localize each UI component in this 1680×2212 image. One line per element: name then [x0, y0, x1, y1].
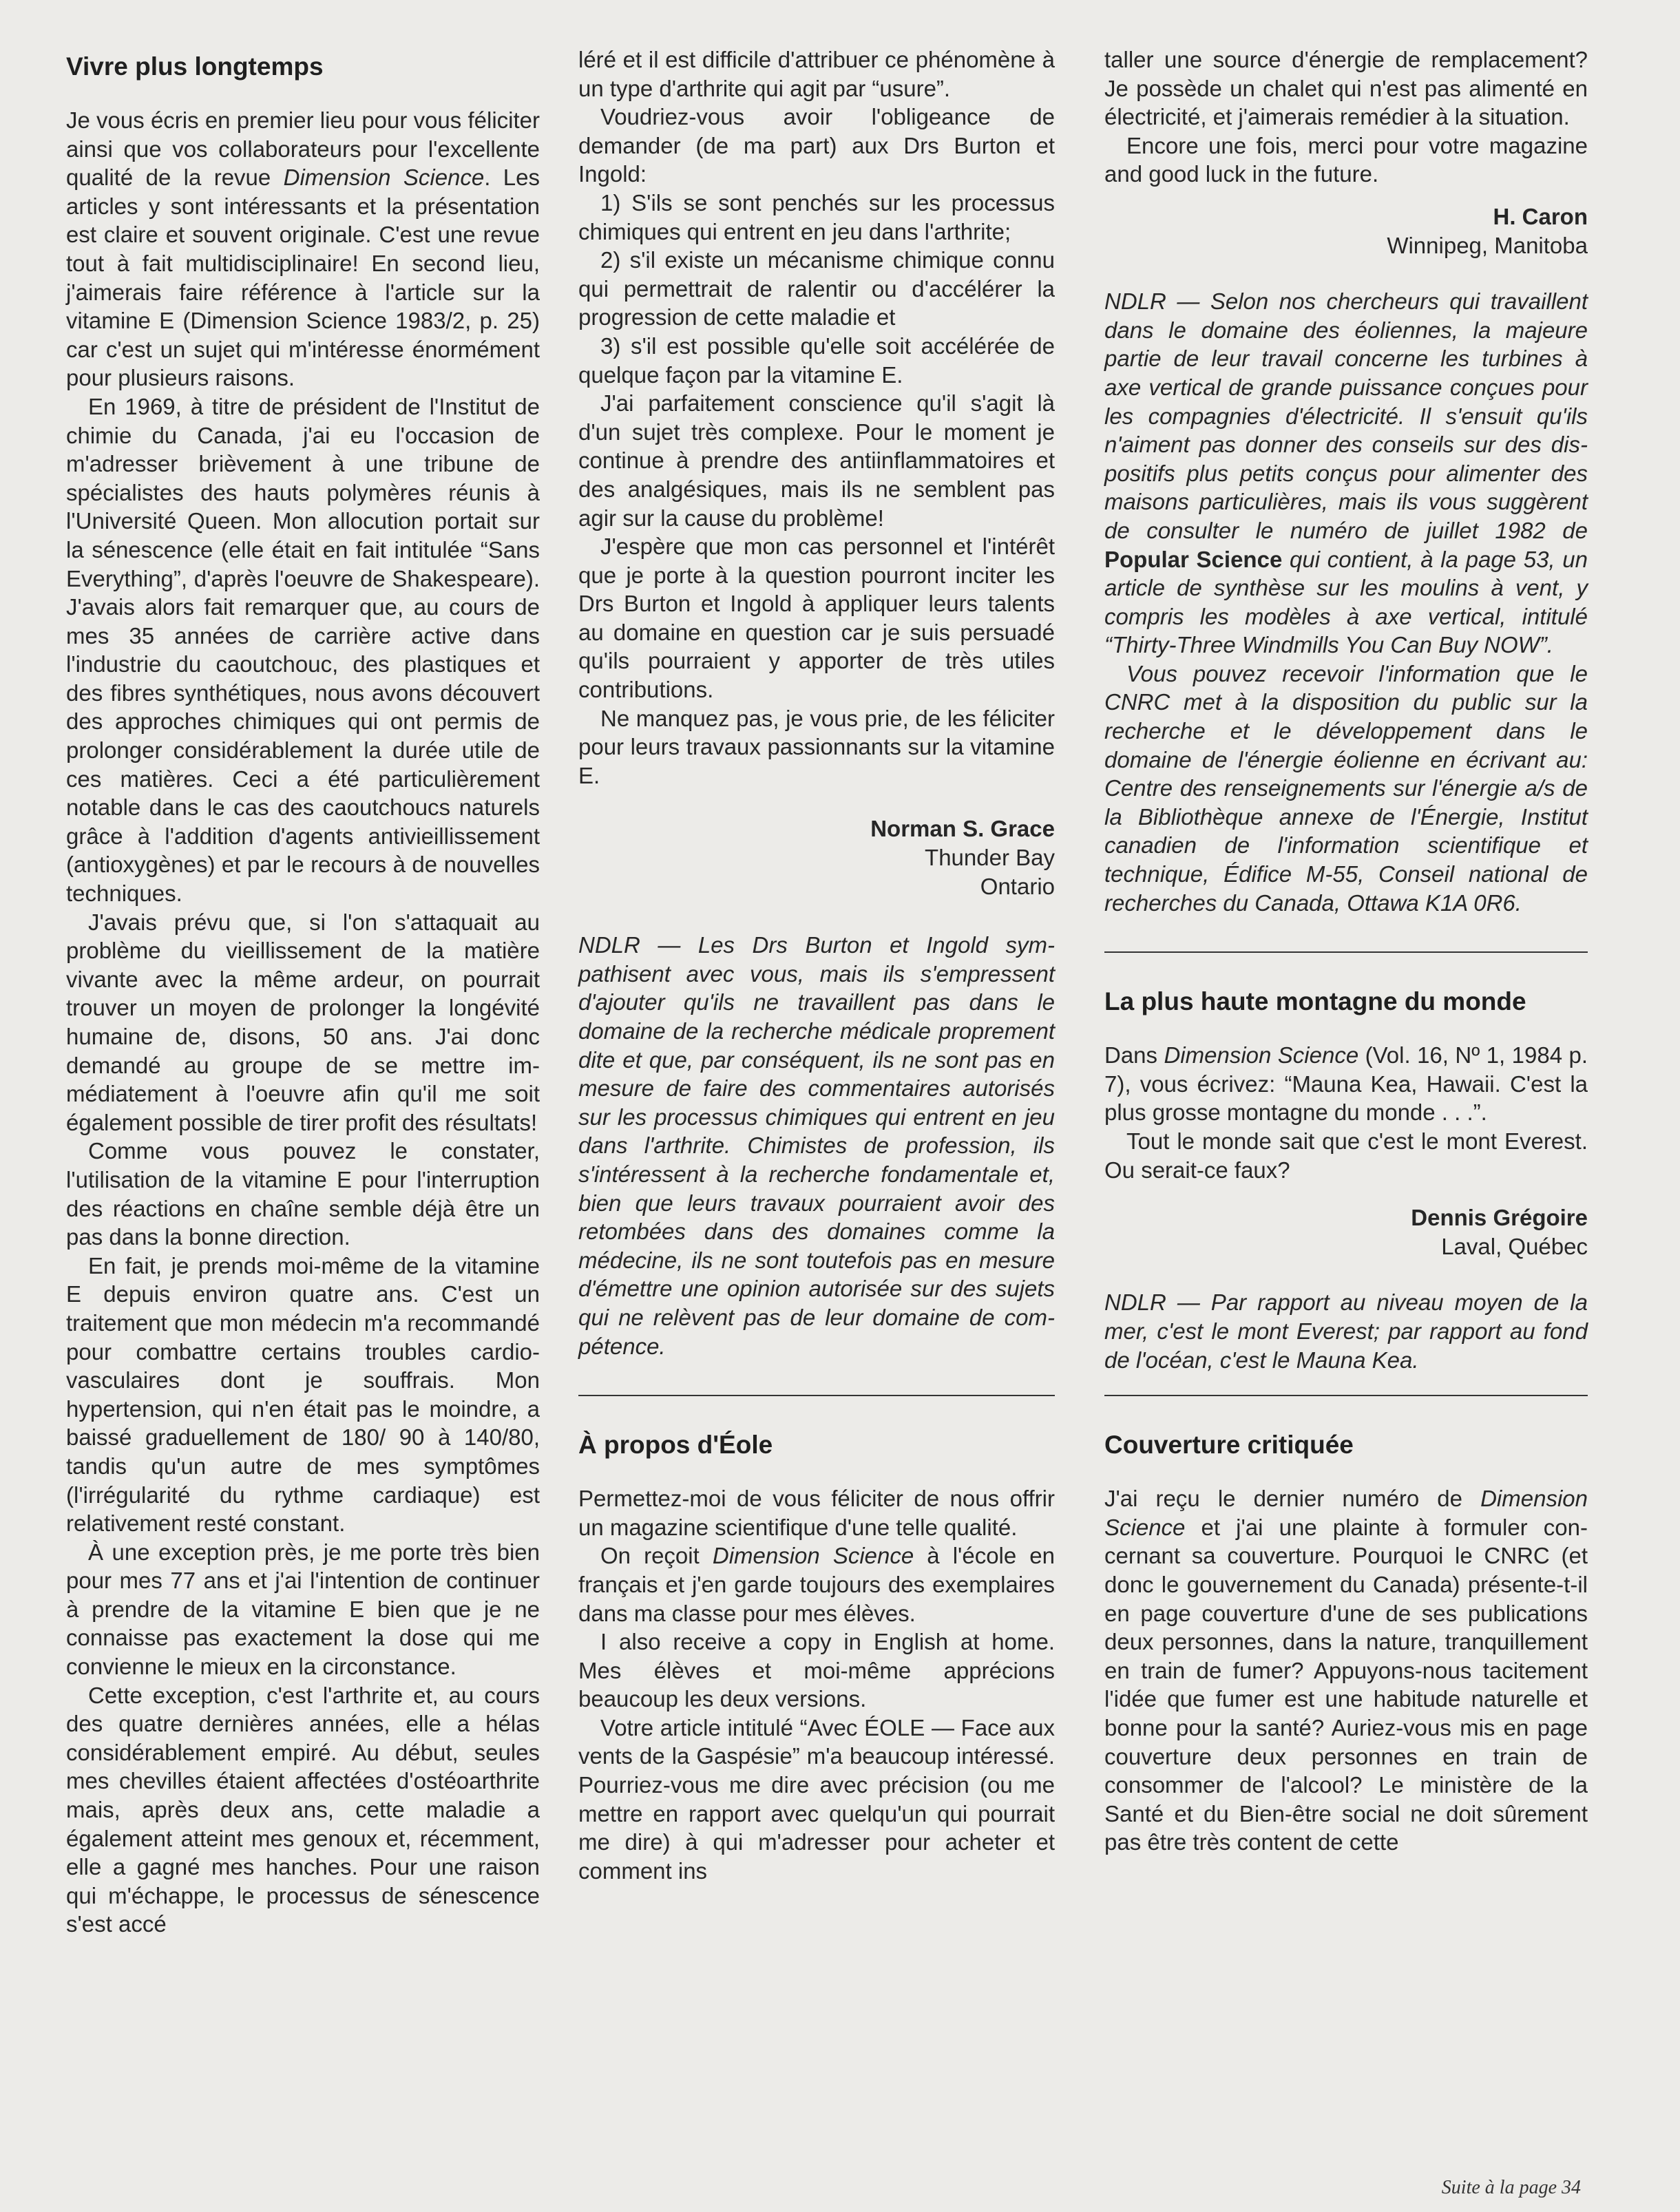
- letter-paragraph: J'ai parfaitement conscience qu'il s'agit là d'un sujet très complexe. Pour le moment je continue à prendre des antiinflammatoires et des analgésiques, mais ils ne semblent pas agir sur la cause du problème!: [578, 390, 1055, 531]
- editor-note: Vous pouvez recevoir l'information que le CNRC met à la disposition du public sur la recherche et le développement dans le domaine de l'énergie éolienne en écrivant au: Centre des renseignements sur l'énergie a/s de la Bibliothèque annexe de l'Énergie, Institut canadien de l'information scientifique et technique, Édifice M-55, Conseil national de recherches du Canada, Ottawa K1A 0R6.: [1104, 660, 1588, 916]
- signature-name: H. Caron: [1493, 203, 1588, 229]
- editor-note: NDLR — Par rapport au niveau moyen de la mer, c'est le mont Everest; par rapport au fond de l'océan, c'est le Mauna Kea.: [1104, 1289, 1588, 1373]
- letter-paragraph: Dans Dimension Science (Vol. 16, Nº 1, 1984 p. 7), vous écrivez: “Mauna Kea, Hawaii. C'est la plus grosse montagne du monde . . .”.: [1104, 1042, 1588, 1126]
- letter-paragraph: Cette exception, c'est l'arthrite et, au cours des quatre dernières années, elle a hélas considérablement empiré. Au début, seules mes chevilles étaient affectées d'ostéoarthrite mais, après deux ans, cette maladie a également atteint mes genoux et, récemment, elle a gagné mes hanches. Pour une raison qui m'échappe, le processus de sénescence s'est accé: [66, 1682, 540, 1937]
- letter-paragraph: léré et il est difficile d'attribuer ce phénomène à un type d'arthrite qui agit par “usure”.: [578, 47, 1055, 101]
- letter-paragraph: Permettez-moi de vous féliciter de nous offrir un magazine scientifique d'une telle qualité.: [578, 1486, 1055, 1540]
- letter-paragraph: 2) s'il existe un mécanisme chimique connu qui permettrait de ralentir ou d'accélérer la progression de cette maladie et: [578, 247, 1055, 330]
- letter-paragraph: I also receive a copy in English at home. Mes élèves et moi-même apprécions beaucoup les deux versions.: [578, 1629, 1055, 1712]
- letter-paragraph: En fait, je prends moi-même de la vitamine E depuis environ quatre ans. C'est un traitement que mon médecin m'a recommandé pour combattre certains troubles cardio-vasculaires dont je souffrais. Mon hypertension, qui n'en était pas le moindre, a baissé graduellement de 180/ 90 à 140/80, tandis qu'un autre de mes symptômes (l'irrégularité du rythme cardiaque) est relativement resté constant.: [66, 1252, 540, 1537]
- signature-city: Thunder Bay: [925, 845, 1055, 871]
- letter-paragraph: taller une source d'énergie de remplacement? Je possède un chalet qui n'est pas alimenté en électricité, et j'aimerais remédier à la situation.: [1104, 47, 1588, 130]
- letter-paragraph: 1) S'ils se sont penchés sur les processus chimiques qui entrent en jeu dans l'arthrite;: [578, 189, 1055, 244]
- letter-paragraph: À une exception près, je me porte très bien pour mes 77 ans et j'ai l'intention de continuer à prendre de la vitamine E bien que je ne connaisse pas exactement la dose qui me convienne le mieux en la circonstance.: [66, 1539, 540, 1680]
- article-title-eole: À propos d'Éole: [578, 1431, 773, 1460]
- column-2: [578, 45, 1055, 1885]
- letter-paragraph: J'avais prévu que, si l'on s'attaquait au problème du vieillissement de la matière vivante avec la même ardeur, on pourrait trouver un moyen de prolonger la longévité humaine de, disons, 50 ans. J'ai donc demandé au groupe de se mettre immédiatement à l'oeuvre afin qu'il me soit également possible de tirer profit des résultats!: [66, 909, 540, 1135]
- letter-paragraph: Je vous écris en premier lieu pour vous féliciter ainsi que vos collaborateurs pour l'excellente qualité de la revue Dimension Science. Les articles y sont intéressants et la présentation est claire et souvent originale. C'est une revue tout à fait multidisciplinaire! En second lieu, j'aimerais faire référence à l'article sur la vitamine E (Dimension Science 1983/2, p. 25) car c'est un sujet qui m'intéresse énormément pour plusieurs raisons.: [66, 107, 540, 391]
- article-title-couverture: Couverture critiquée: [1104, 1431, 1354, 1460]
- signature-block: [1104, 202, 1588, 260]
- column-1: [66, 45, 540, 1939]
- letter-paragraph: Comme vous pouvez le constater, l'utilisation de la vitamine E pour l'interruption des réactions en chaîne semble déjà être un pas dans la bonne direction.: [66, 1138, 540, 1250]
- letter-paragraph: Voudriez-vous avoir l'obligeance de demander (de ma part) aux Drs Burton et Ingold:: [578, 104, 1055, 187]
- letter-paragraph: J'ai reçu le dernier numéro de Dimension Science et j'ai une plainte à formuler concernant sa couverture. Pourquoi le CNRC (et donc le gouvernement du Canada) présente-t-il en page couverture d'une de ses publications deux personnes, dans la nature, tranquillement en train de fumer? Appuyons-nous tacitement l'idée que fumer est une habitude naturelle et bonne pour la santé? Auriez-vous mis en page couverture deux personnes en train de consommer de l'alcool? Le ministère de la Santé et du Bien-être social ne doit sûrement pas être très content de cette: [1104, 1486, 1588, 1855]
- signature-name: Dennis Grégoire: [1411, 1205, 1588, 1231]
- signature-block: [578, 814, 1055, 900]
- continued-on-page: Suite à la page 34: [1441, 2177, 1581, 2198]
- signature-block: [1104, 1203, 1588, 1261]
- letter-paragraph: J'espère que mon cas personnel et l'intérêt que je porte à la question pourront inciter les Drs Burton et Ingold à appliquer leurs talents au domaine en question car je suis persuadé qu'ils pourraient y apporter de très utiles contributions.: [578, 534, 1055, 703]
- letter-paragraph: Ne manquez pas, je vous prie, de les féliciter pour leurs travaux passionnants sur la vitamine E.: [578, 705, 1055, 788]
- article-title-montagne: La plus haute montagne du monde: [1104, 987, 1526, 1016]
- letter-paragraph: Votre article intitulé “Avec ÉOLE — Face aux vents de la Gaspésie” m'a beaucoup intéressé. Pourriez-vous me dire avec précision (ou me mettre en rapport avec quelqu'un qui pourrait me dire) à qui m'adresser pour acheter et comment ins: [578, 1714, 1055, 1884]
- article-title-vivre: Vivre plus longtemps: [66, 52, 324, 81]
- letter-paragraph: En 1969, à titre de président de l'Institut de chimie du Canada, j'ai eu l'occasion de m'adresser brièvement à une tribune de spécialistes des hauts polymères réunis à l'Université Queen. Mon allocution portait sur la sénescence (elle était en fait intitulée “Sans Everything”, d'après l'oeuvre de Shakespeare). J'avais alors fait remarquer que, au cours de mes 35 années de carrière active dans l'industrie du caoutchouc, des plastiques et des fibres synthétiques, nous avons découvert des approches chimiques qui ont permis de prolonger considérablement la durée utile de ces matières. Ceci a été particulièrement notable dans le cas des caoutchoucs naturels grâce à l'addition d'agents antivieillissement (antioxygènes) et par le recours à de nouvelles techniques.: [66, 393, 540, 907]
- letter-paragraph: On reçoit Dimension Science à l'école en français et j'en garde toujours des exemplaires dans ma classe pour mes élèves.: [578, 1543, 1056, 1626]
- signature-city: Laval, Québec: [1441, 1233, 1588, 1259]
- column-3: [1104, 45, 1588, 1857]
- editor-note: NDLR — Selon nos chercheurs qui travaillent dans le domaine des éoliennes, la majeure partie de leur travail concerne les turbines à axe vertical de grande puissance conçues pour les compagnies d'électricité. Il s'ensuit qu'ils n'aiment pas donner des conseils sur des dispositifs plus petits conçus pour alimenter des maisons particulières, mais ils vous suggèrent de consulter le numéro de juillet 1982 de Popular Science qui contient, à la page 53, un article de synthèse sur les moulins à vent, y compris les modèles à axe vertical, intitulé “Thirty-Three Windmills You Can Buy NOW”.: [1104, 288, 1588, 658]
- signature-name: Norman S. Grace: [870, 816, 1055, 842]
- letter-paragraph: 3) s'il est possible qu'elle soit accélérée de quelque façon par la vitamine E.: [578, 333, 1055, 388]
- signature-city: Winnipeg, Manitoba: [1387, 232, 1588, 258]
- letter-paragraph: Tout le monde sait que c'est le mont Everest. Ou serait-ce faux?: [1104, 1128, 1588, 1183]
- letter-paragraph: Encore une fois, merci pour votre magazine and good luck in the future.: [1104, 132, 1588, 187]
- editor-note: NDLR — Les Drs Burton et Ingold sympathisent avec vous, mais ils s'empressent d'ajouter qu'ils ne travaillent pas dans le domaine de la recherche médicale proprement dite et que, par conséquent, ils ne sont pas en mesure de faire des commentaires autorisés sur les processus chimiques qui entrent en jeu dans l'arthrite. Chimistes de profession, ils s'intéressent à la recherche fondamentale et, bien que leurs travaux pourraient avoir des retombées dans des domaines comme la médecine, ils ne sont toutefois pas en mesure d'émettre une opinion autorisée sur des sujets qui ne relèvent pas de leur domaine de compétence.: [578, 932, 1055, 1359]
- signature-region: Ontario: [980, 873, 1055, 899]
